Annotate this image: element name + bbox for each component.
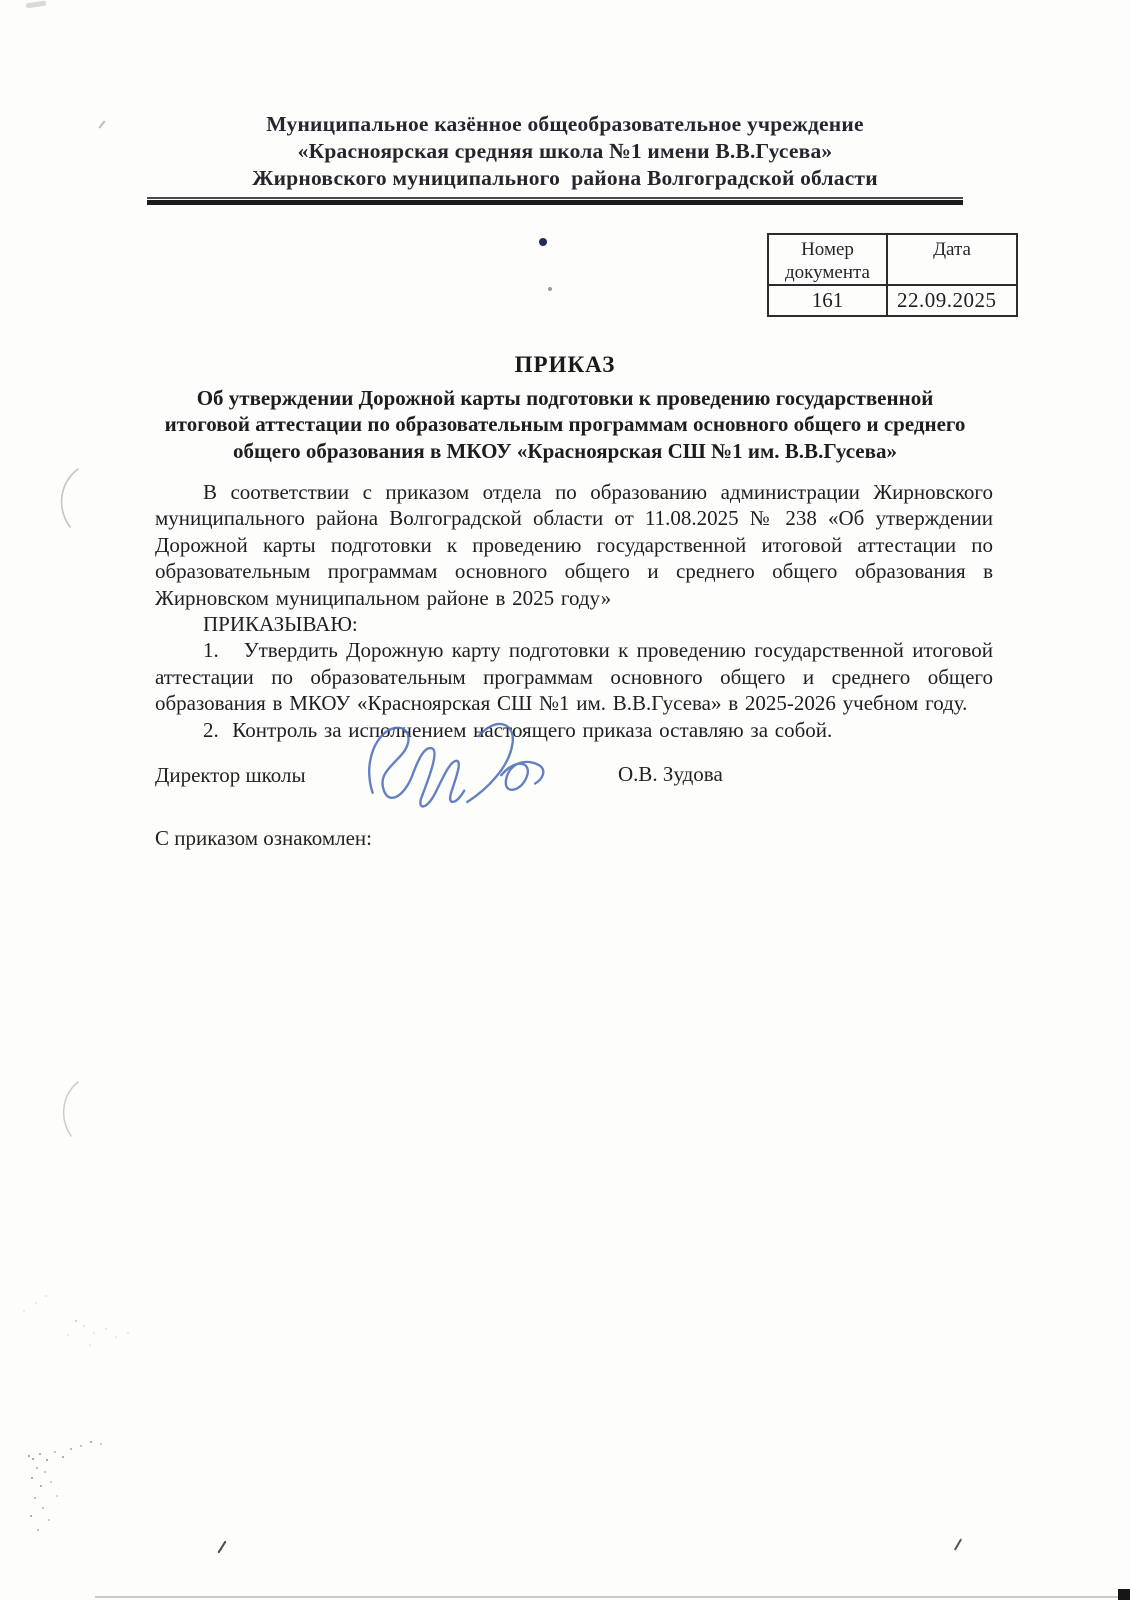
signature-stroke-2 [467,724,513,802]
scan-speckles-artifact-2 [75,1320,77,1322]
paren-mark-artifact-2 [52,1078,90,1140]
slash-mark-artifact-2 [954,1538,962,1550]
acknowledgement-line: С приказом ознакомлен: [155,826,373,850]
doc-number-header: Номер документа [768,234,887,285]
document-meta-table [767,233,1018,317]
signature-role-label: Директор школы [155,763,306,787]
header-rule [147,197,963,206]
signature-stroke-1 [369,728,464,807]
document-title: ПРИКАЗ [514,352,616,377]
doc-number-value: 161 [768,285,887,316]
subtitle-line3: общего образования в МКОУ «Красноярская СШ №1 им. В.В.Гусева» [233,438,897,463]
subtitle-line1: Об утверждении Дорожной карты подготовки к проведению государственной [196,386,934,410]
order-item-2: 2. Контроль за исполнением настоящего приказа оставляю за собой. [203,717,833,742]
doc-date-header: Дата [887,234,1017,285]
document-subtitle [135,385,995,464]
signature-name: О.В. Зудова [618,762,723,786]
table-value-row [768,285,1017,316]
signature-stroke-3 [501,762,543,790]
corner-block-artifact [1118,1589,1130,1600]
preamble-paragraph: В соответствии с приказом отдела по образованию администрации Жирновского муниципального района Волгоградской области от 11.08.2025 № 238 «Об утверждении Дорожной карты подготовки к проведению государственной итоговой аттестации по образовательным программам основного общего и среднего общего образования в Жирновском муниципальном районе в 2025 году» [155,480,993,610]
signature-ink [350,714,566,818]
org-name-line1: Муниципальное казённое общеобразовательное учреждение [266,112,864,136]
top-edge-speck-artifact [26,1,47,9]
faint-dot-artifact [548,287,552,291]
org-name-line3: Жирновского муниципального района Волгоградской области [252,166,878,190]
bottom-edge-line-artifact [95,1596,1130,1598]
scan-speckles-artifact-1 [28,1455,30,1457]
paren-mark-artifact-1 [50,465,88,531]
document-body [155,479,993,743]
table-header-row [768,234,1017,285]
ink-dot-artifact [539,238,547,246]
doc-date-value: 22.09.2025 [887,285,1017,316]
org-header [0,111,1130,192]
order-item-1: 1. Утвердить Дорожную карту подготовки к проведению государственной итоговой аттестации по образовательным программам основного общего и среднего общего образования в МКОУ «Красноярская СШ №1 им. В.В.Гусева» в 2025-2026 учебном году. [155,638,993,716]
directive-word: ПРИКАЗЫВАЮ: [203,612,358,637]
subtitle-line2: итоговой аттестации по образовательным программам основного общего и среднего [164,412,966,437]
slash-mark-artifact-1 [217,1541,226,1554]
org-name-line2: «Красноярская средняя школа №1 имени В.В.Гусева» [297,139,833,163]
